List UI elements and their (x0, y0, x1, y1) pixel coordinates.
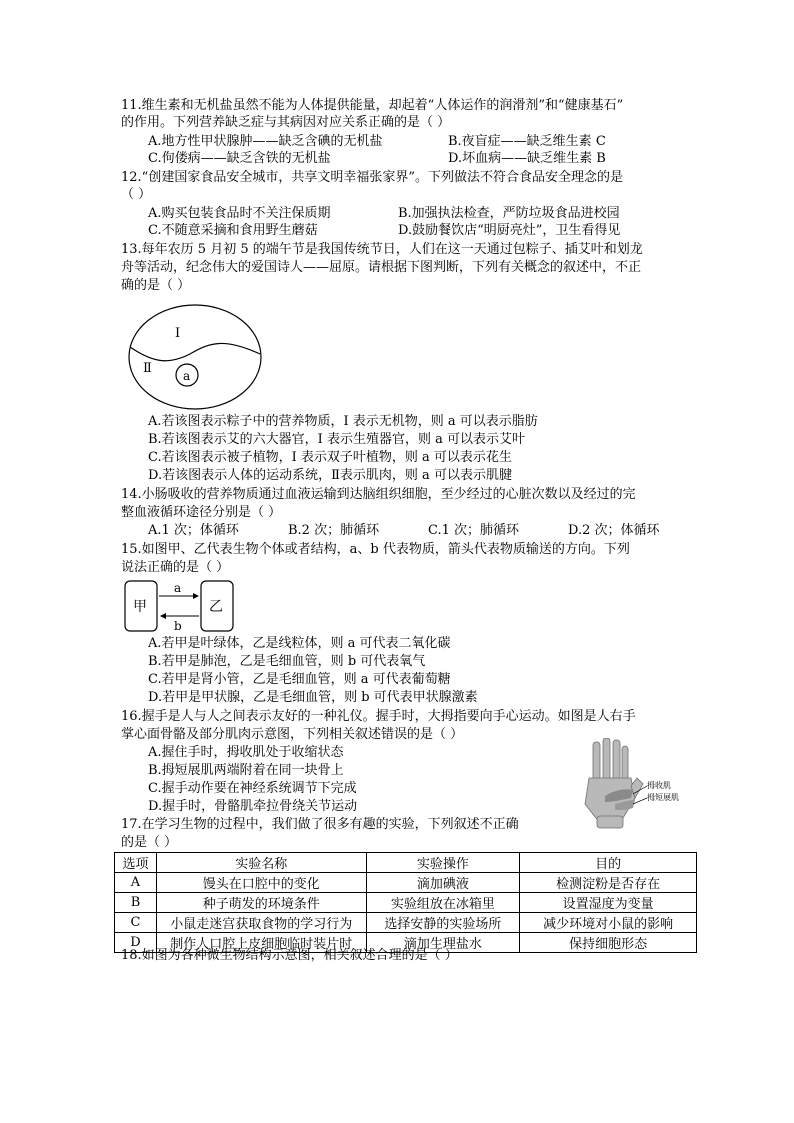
table-cell: 保持细胞形态 (520, 933, 697, 953)
table-cell: 检测淀粉是否存在 (520, 873, 697, 893)
q16-option-c: C.握手动作要在神经系统调节下完成 (148, 781, 357, 796)
q14-option-a: A.1 次；体循环 (148, 523, 239, 538)
q15-stem-line2: 说法正确的是（ ） (121, 560, 230, 575)
q14-option-b: B.2 次；肺循环 (288, 523, 380, 538)
table-cell: 减少环境对小鼠的影响 (520, 913, 697, 933)
q13-stem-line2: 舟等活动，纪念伟大的爱国诗人——屈原。请根据下图判断，下列有关概念的叙述中，不正 (121, 260, 642, 275)
q12-stem-line1: 12.“创建国家食品安全城市，共享文明幸福张家界”。下列做法不符合食品安全理念的是 (121, 170, 623, 185)
q11-option-c: C.佝偻病——缺乏含铁的无机盐 (148, 151, 331, 166)
table-header-cell: 目的 (520, 853, 697, 873)
finger-bone-1 (593, 742, 600, 780)
table-cell: 种子萌发的环境条件 (156, 893, 366, 913)
table-cell: 滴加生理盐水 (366, 933, 520, 953)
table-header-row (115, 853, 697, 873)
q14-option-d: D.2 次；体循环 (568, 523, 660, 538)
q18-stem-line1: 18.如图为各种微生物结构示意图，相关叙述合理的是（ ） (121, 948, 458, 963)
label-yi: 乙 (209, 599, 223, 615)
concept-circle-diagram (125, 302, 265, 412)
q11-stem-line1: 11.维生素和无机盐虽然不能为人体提供能量，却起着“人体运作的润滑剂”和“健康基石” (121, 98, 624, 113)
table-cell: 制作人口腔上皮细胞临时装片时 (156, 933, 366, 953)
q15-stem-line1: 15.如图甲、乙代表生物个体或者结构，a、b 代表物质，箭头代表物质输送的方向。下列 (121, 542, 630, 557)
q16-option-d: D.握手时，骨骼肌牵拉骨绕关节运动 (148, 799, 358, 814)
table-cell: 小鼠走迷宫获取食物的学习行为 (156, 913, 366, 933)
table-cell: 选择安静的实验场所 (366, 913, 520, 933)
q15-option-d: D.若甲是甲状腺，乙是毛细血管，则 b 可代表甲状腺激素 (148, 690, 478, 705)
arrow-a-head (193, 593, 199, 599)
q17-stem-line2: 的是（ ） (121, 835, 178, 850)
dividing-curve (130, 343, 260, 360)
transport-diagram (124, 579, 236, 633)
q11-option-d: D.坏血病——缺乏维生素 B (448, 151, 606, 166)
table-header-cell: 实验名称 (156, 853, 366, 873)
q13-option-d: D.若该图表示人体的运动系统，Ⅱ表示肌肉，则 a 可以表示肌腱 (148, 468, 512, 483)
q14-stem-line1: 14.小肠吸收的营养物质通过血液运输到达脑组织细胞，至少经过的心脏次数以及经过的完 (121, 487, 636, 502)
table-cell: 实验组放在冰箱里 (366, 893, 520, 913)
experiment-table (114, 852, 697, 953)
finger-bone-3 (613, 740, 620, 782)
table-cell: C (115, 913, 157, 933)
hand-skeleton-figure (575, 738, 695, 830)
q12-option-c: C.不随意采摘和食用野生蘑菇 (148, 223, 318, 238)
finger-bone-2 (603, 738, 610, 782)
table-row (115, 873, 697, 893)
table-header-cell: 实验操作 (366, 853, 520, 873)
label-a: a (174, 581, 182, 595)
label-II: Ⅱ (143, 361, 152, 376)
q17-stem-line1: 17.在学习生物的过程中，我们做了很多有趣的实验，下列叙述不正确 (121, 817, 519, 832)
table-cell: B (115, 893, 157, 913)
table-cell: 设置湿度为变量 (520, 893, 697, 913)
table-header-cell: 选项 (115, 853, 157, 873)
q16-stem-line2: 掌心面骨骼及部分肌肉示意图，下列相关叙述错误的是（ ） (121, 727, 464, 742)
table-cell: 滴加碘液 (366, 873, 520, 893)
q16-stem-line1: 16.握手是人与人之间表示友好的一种礼仪。握手时，大拇指要向手心运动。如图是人右手 (121, 709, 636, 724)
q16-option-b: B.拇短展肌两端附着在同一块骨上 (148, 763, 344, 778)
pointer-line-2 (633, 798, 647, 804)
q13-option-a: A.若该图表示粽子中的营养物质，I 表示无机物，则 a 可以表示脂肪 (148, 414, 538, 429)
label-abductor: 拇短展肌 (647, 793, 679, 802)
q12-option-b: B.加强执法检查，严防垃圾食品进校园 (398, 206, 620, 221)
q16-option-a: A.握住手时，拇收肌处于收缩状态 (148, 745, 344, 760)
table-row (115, 893, 697, 913)
table-row (115, 913, 697, 933)
finger-bone-4 (622, 746, 628, 782)
q14-stem-line2: 整血液循环途径分别是（ ） (121, 505, 282, 520)
q13-option-b: B.若该图表示艾的六大器官，I 表示生殖器官，则 a 可以表示艾叶 (148, 432, 525, 447)
q12-stem-line2: （ ） (121, 187, 152, 202)
label-a: a (183, 369, 191, 383)
q12-option-a: A.购买包装食品时不关注保质期 (148, 206, 331, 221)
label-jia: 甲 (133, 599, 147, 615)
q11-option-b: B.夜盲症——缺乏维生素 C (448, 134, 606, 149)
q15-option-a: A.若甲是叶绿体，乙是线粒体，则 a 可代表二氧化碳 (148, 636, 451, 651)
label-I: I (175, 326, 181, 341)
wrist-bones (597, 816, 623, 828)
table-cell: D (115, 933, 157, 953)
table-cell: 馒头在口腔中的变化 (156, 873, 366, 893)
q15-option-c: C.若甲是肾小管，乙是毛细血管，则 a 可代表葡萄糖 (148, 672, 451, 687)
q13-stem-line1: 13.每年农历 5 月初 5 的端午节是我国传统节日，人们在这一天通过包粽子、插艾叶和划龙 (121, 242, 643, 257)
table-cell: A (115, 873, 157, 893)
q12-option-d: D.鼓励餐饮店“明厨亮灶”，卫生看得见 (398, 223, 621, 238)
q11-stem-line2: 的作用。下列营养缺乏症与其病因对应关系正确的是（ ） (121, 115, 451, 130)
q15-option-b: B.若甲是肺泡，乙是毛细血管，则 b 可代表氧气 (148, 654, 426, 669)
q14-option-c: C.1 次；肺循环 (428, 523, 520, 538)
arrow-b-head (160, 613, 166, 619)
q11-option-a: A.地方性甲状腺肿——缺乏含碘的无机盐 (148, 134, 383, 149)
label-b: b (174, 619, 182, 633)
q13-option-c: C.若该图表示被子植物，I 表示双子叶植物，则 a 可以表示花生 (148, 450, 512, 465)
q13-stem-line3: 确的是（ ） (121, 278, 191, 293)
label-adductor: 拇收肌 (647, 781, 671, 790)
